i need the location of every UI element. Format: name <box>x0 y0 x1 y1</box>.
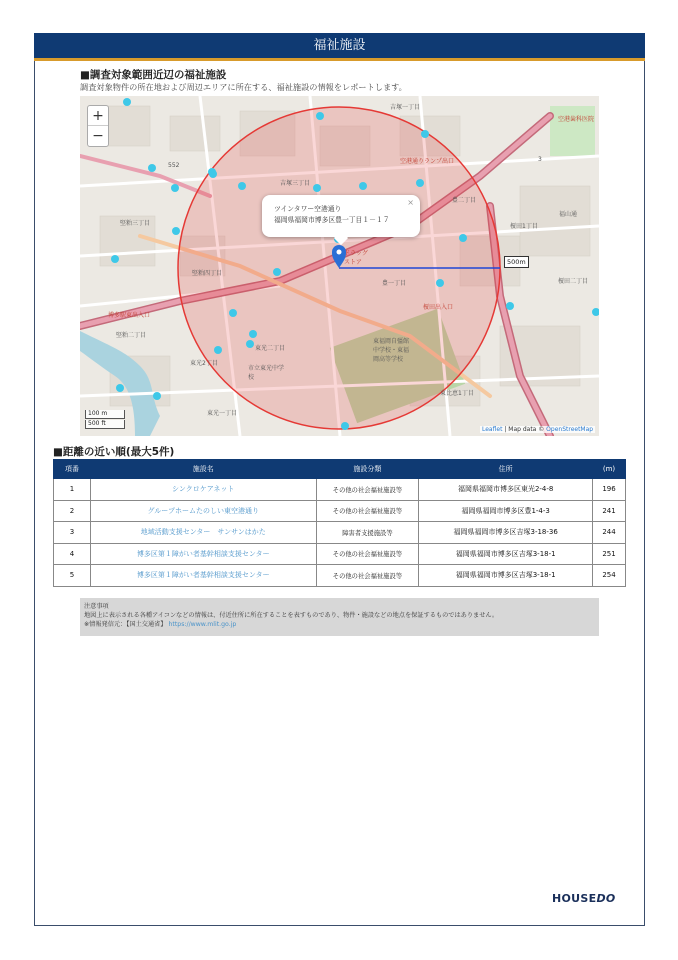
radius-label: 500m <box>504 256 529 268</box>
facility-marker[interactable] <box>246 340 254 348</box>
cell-category: 障害者支援施設等 <box>316 522 419 544</box>
cell-no: 2 <box>54 500 91 522</box>
cell-no: 4 <box>54 543 91 565</box>
map-label: 博多駅東出入口 <box>108 312 151 319</box>
facility-marker[interactable] <box>316 112 324 120</box>
cell-facility-link[interactable]: シンクロケアネット <box>90 479 316 501</box>
logo-do: DO <box>596 892 616 905</box>
map-attribution <box>480 426 595 433</box>
section-description: 調査対象物件の所在地および周辺エリアに所在する、福祉施設の情報をレポートします。 <box>80 82 407 92</box>
map-label: 吉塚三丁目 <box>280 180 311 187</box>
facility-marker[interactable] <box>209 170 217 178</box>
section-title: ■調査対象範囲近辺の福祉施設 <box>80 69 227 81</box>
logo-house: HOUSE <box>552 892 597 905</box>
property-popup <box>262 195 420 237</box>
zoom-control <box>87 105 109 147</box>
map-label: 市立東光中学校 <box>248 365 285 381</box>
cell-facility-link[interactable]: 地域活動支援センター サンサンはかた <box>90 522 316 544</box>
facility-marker[interactable] <box>273 268 281 276</box>
cell-no: 1 <box>54 479 91 501</box>
cell-address: 福岡県福岡市博多区吉塚3-18-1 <box>419 543 593 565</box>
map-label: 空港通りランプ出口 <box>400 158 455 165</box>
map-label: 豊二丁目 <box>452 197 477 204</box>
table-row <box>54 479 626 501</box>
page-title: 福祉施設 <box>34 33 645 58</box>
cell-distance: 241 <box>593 500 626 522</box>
cell-facility-link[interactable]: 博多区第１障がい者基幹相談支援センター <box>90 565 316 587</box>
map-label: 堅粕四丁目 <box>192 270 223 277</box>
map-label: 東光二丁目 <box>255 345 286 352</box>
cell-category: その他の社会福祉施設等 <box>316 479 419 501</box>
facility-marker[interactable] <box>249 330 257 338</box>
cell-no: 3 <box>54 522 91 544</box>
facility-marker[interactable] <box>238 182 246 190</box>
cell-distance: 254 <box>593 565 626 587</box>
map-label: 榎田二丁目 <box>558 278 589 285</box>
popup-address: 福岡県福岡市博多区豊一丁目１－１７ <box>274 216 390 224</box>
map-scale <box>85 410 125 430</box>
table-row <box>54 565 626 587</box>
cell-address: 福岡県福岡市博多区吉塚3-18-36 <box>419 522 593 544</box>
facility-marker[interactable] <box>148 164 156 172</box>
zoom-out-button[interactable]: − <box>92 128 104 144</box>
cell-address: 福岡県福岡市博多区吉塚3-18-1 <box>419 565 593 587</box>
notes-source <box>84 620 595 629</box>
facility-table <box>53 459 626 587</box>
facility-marker[interactable] <box>172 227 180 235</box>
list-title: ■距離の近い順(最大5件) <box>53 446 175 458</box>
col-header-distance: (m) <box>593 460 626 479</box>
map-label: 東光2丁目 <box>190 360 218 367</box>
map-label: 東福岡自彊館中学校・東福岡高等学校 <box>373 338 410 363</box>
map-label: 3 <box>538 156 542 163</box>
cell-category: その他の社会福祉施設等 <box>316 543 419 565</box>
col-header-category: 施設分類 <box>316 460 419 479</box>
facility-marker[interactable] <box>171 184 179 192</box>
col-header-name: 施設名 <box>90 460 316 479</box>
source-link[interactable]: https://www.mlit.go.jp <box>168 621 237 628</box>
attribution-sep: | Map data © <box>502 426 547 433</box>
leaflet-link[interactable]: Leaflet <box>482 426 503 433</box>
col-header-address: 住所 <box>419 460 593 479</box>
map-label: 東光一丁目 <box>207 410 238 417</box>
map-label: 堅粕二丁目 <box>116 332 147 339</box>
map-label: 榎田1丁目 <box>510 223 538 230</box>
cell-distance: 251 <box>593 543 626 565</box>
map-label: 榎田出入口 <box>423 304 454 311</box>
table-row <box>54 500 626 522</box>
facility-marker[interactable] <box>153 392 161 400</box>
popup-building-name: ツインタワー空港通り <box>274 205 342 213</box>
facility-marker[interactable] <box>313 184 321 192</box>
facility-marker[interactable] <box>111 255 119 263</box>
map-label: 東比恵1丁目 <box>440 390 474 397</box>
facility-marker[interactable] <box>229 309 237 317</box>
table-row <box>54 543 626 565</box>
source-prefix: ※情報発信元：【国土交通省】 <box>84 621 167 628</box>
cell-facility-link[interactable]: 博多区第１障がい者基幹相談支援センター <box>90 543 316 565</box>
map-label: 空港歯科医院 <box>558 116 595 123</box>
facility-marker[interactable] <box>341 422 349 430</box>
notes-heading: 注意事項 <box>84 603 109 610</box>
map-label: 豊一丁目 <box>382 280 407 287</box>
table-header-row <box>54 460 626 479</box>
cell-no: 5 <box>54 565 91 587</box>
map-label: 福山通 <box>559 211 578 218</box>
cell-distance: 244 <box>593 522 626 544</box>
map-label: 堅粕三丁目 <box>120 220 151 227</box>
facility-marker[interactable] <box>123 98 131 106</box>
cell-address: 福岡県福岡市博多区東光2-4-8 <box>419 479 593 501</box>
facility-marker[interactable] <box>459 234 467 242</box>
facility-marker[interactable] <box>506 302 514 310</box>
housedo-logo <box>552 892 616 905</box>
facility-marker[interactable] <box>436 279 444 287</box>
map-label: 吉塚一丁目 <box>390 104 421 111</box>
col-header-no: 項番 <box>54 460 91 479</box>
map-label: ドラッグストア <box>344 250 368 266</box>
cell-distance: 196 <box>593 479 626 501</box>
osm-link[interactable]: OpenStreetMap <box>546 426 594 433</box>
cell-category: その他の社会福祉施設等 <box>316 565 419 587</box>
facility-marker[interactable] <box>421 130 429 138</box>
table-row <box>54 522 626 544</box>
facility-marker[interactable] <box>214 346 222 354</box>
cell-category: その他の社会福祉施設等 <box>316 500 419 522</box>
cell-facility-link[interactable]: グループホームたのしい東空港通り <box>90 500 316 522</box>
notes-box <box>80 598 599 636</box>
map-label: 552 <box>168 162 180 169</box>
facility-marker[interactable] <box>359 182 367 190</box>
facility-marker[interactable] <box>116 384 124 392</box>
facility-marker[interactable] <box>416 179 424 187</box>
cell-address: 福岡県福岡市博多区豊1-4-3 <box>419 500 593 522</box>
scale-imperial: 500 ft <box>85 420 125 429</box>
popup-close-button[interactable]: × <box>407 198 414 207</box>
header-rule <box>34 58 645 61</box>
scale-metric: 100 m <box>85 410 125 419</box>
notes-body: 地図上に表示される各種アイコンなどの情報は、付近住所に所在することを表すものであり、物件・施設などの地点を保証するものではありません。 <box>84 612 499 619</box>
zoom-in-button[interactable]: + <box>88 106 108 126</box>
